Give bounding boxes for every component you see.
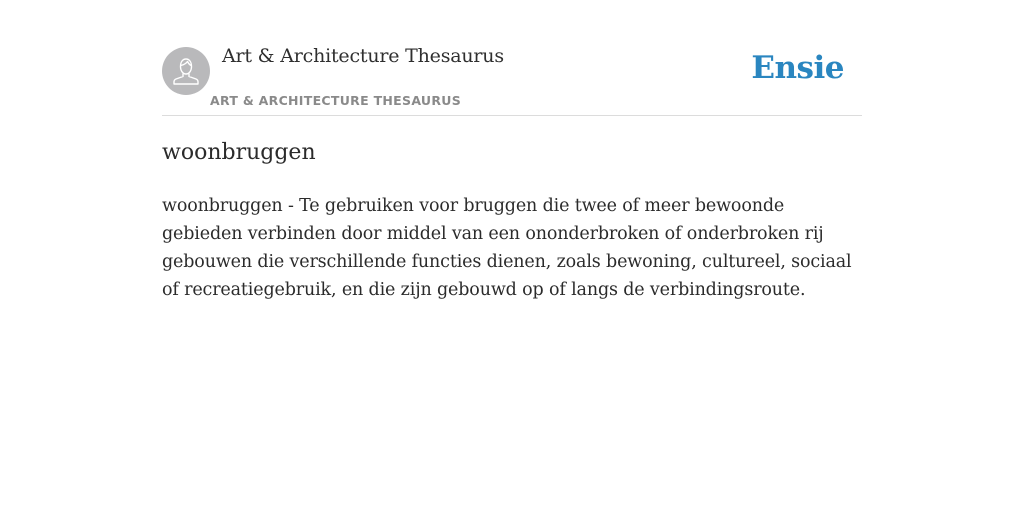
avatar[interactable] [162, 47, 210, 95]
brand-logo[interactable]: Ensie [751, 50, 844, 86]
source-header [162, 0, 862, 116]
term-heading: woonbruggen [162, 140, 316, 165]
page-container [162, 0, 862, 512]
source-title[interactable]: Art & Architecture Thesaurus [222, 45, 504, 67]
user-icon [162, 47, 210, 95]
term-definition: woonbruggen - Te gebruiken voor bruggen die twee of meer bewoonde gebieden verbinden door middel van een ononderbroken of onderbroken rij gebouwen die verschillende functies dienen, zoals bewoning, cultureel, sociaal of recreatiegebruik, en die zijn gebouwd op of langs de verbindingsroute. [162, 196, 852, 300]
source-subtitle[interactable]: ART & ARCHITECTURE THESAURUS [210, 93, 462, 108]
